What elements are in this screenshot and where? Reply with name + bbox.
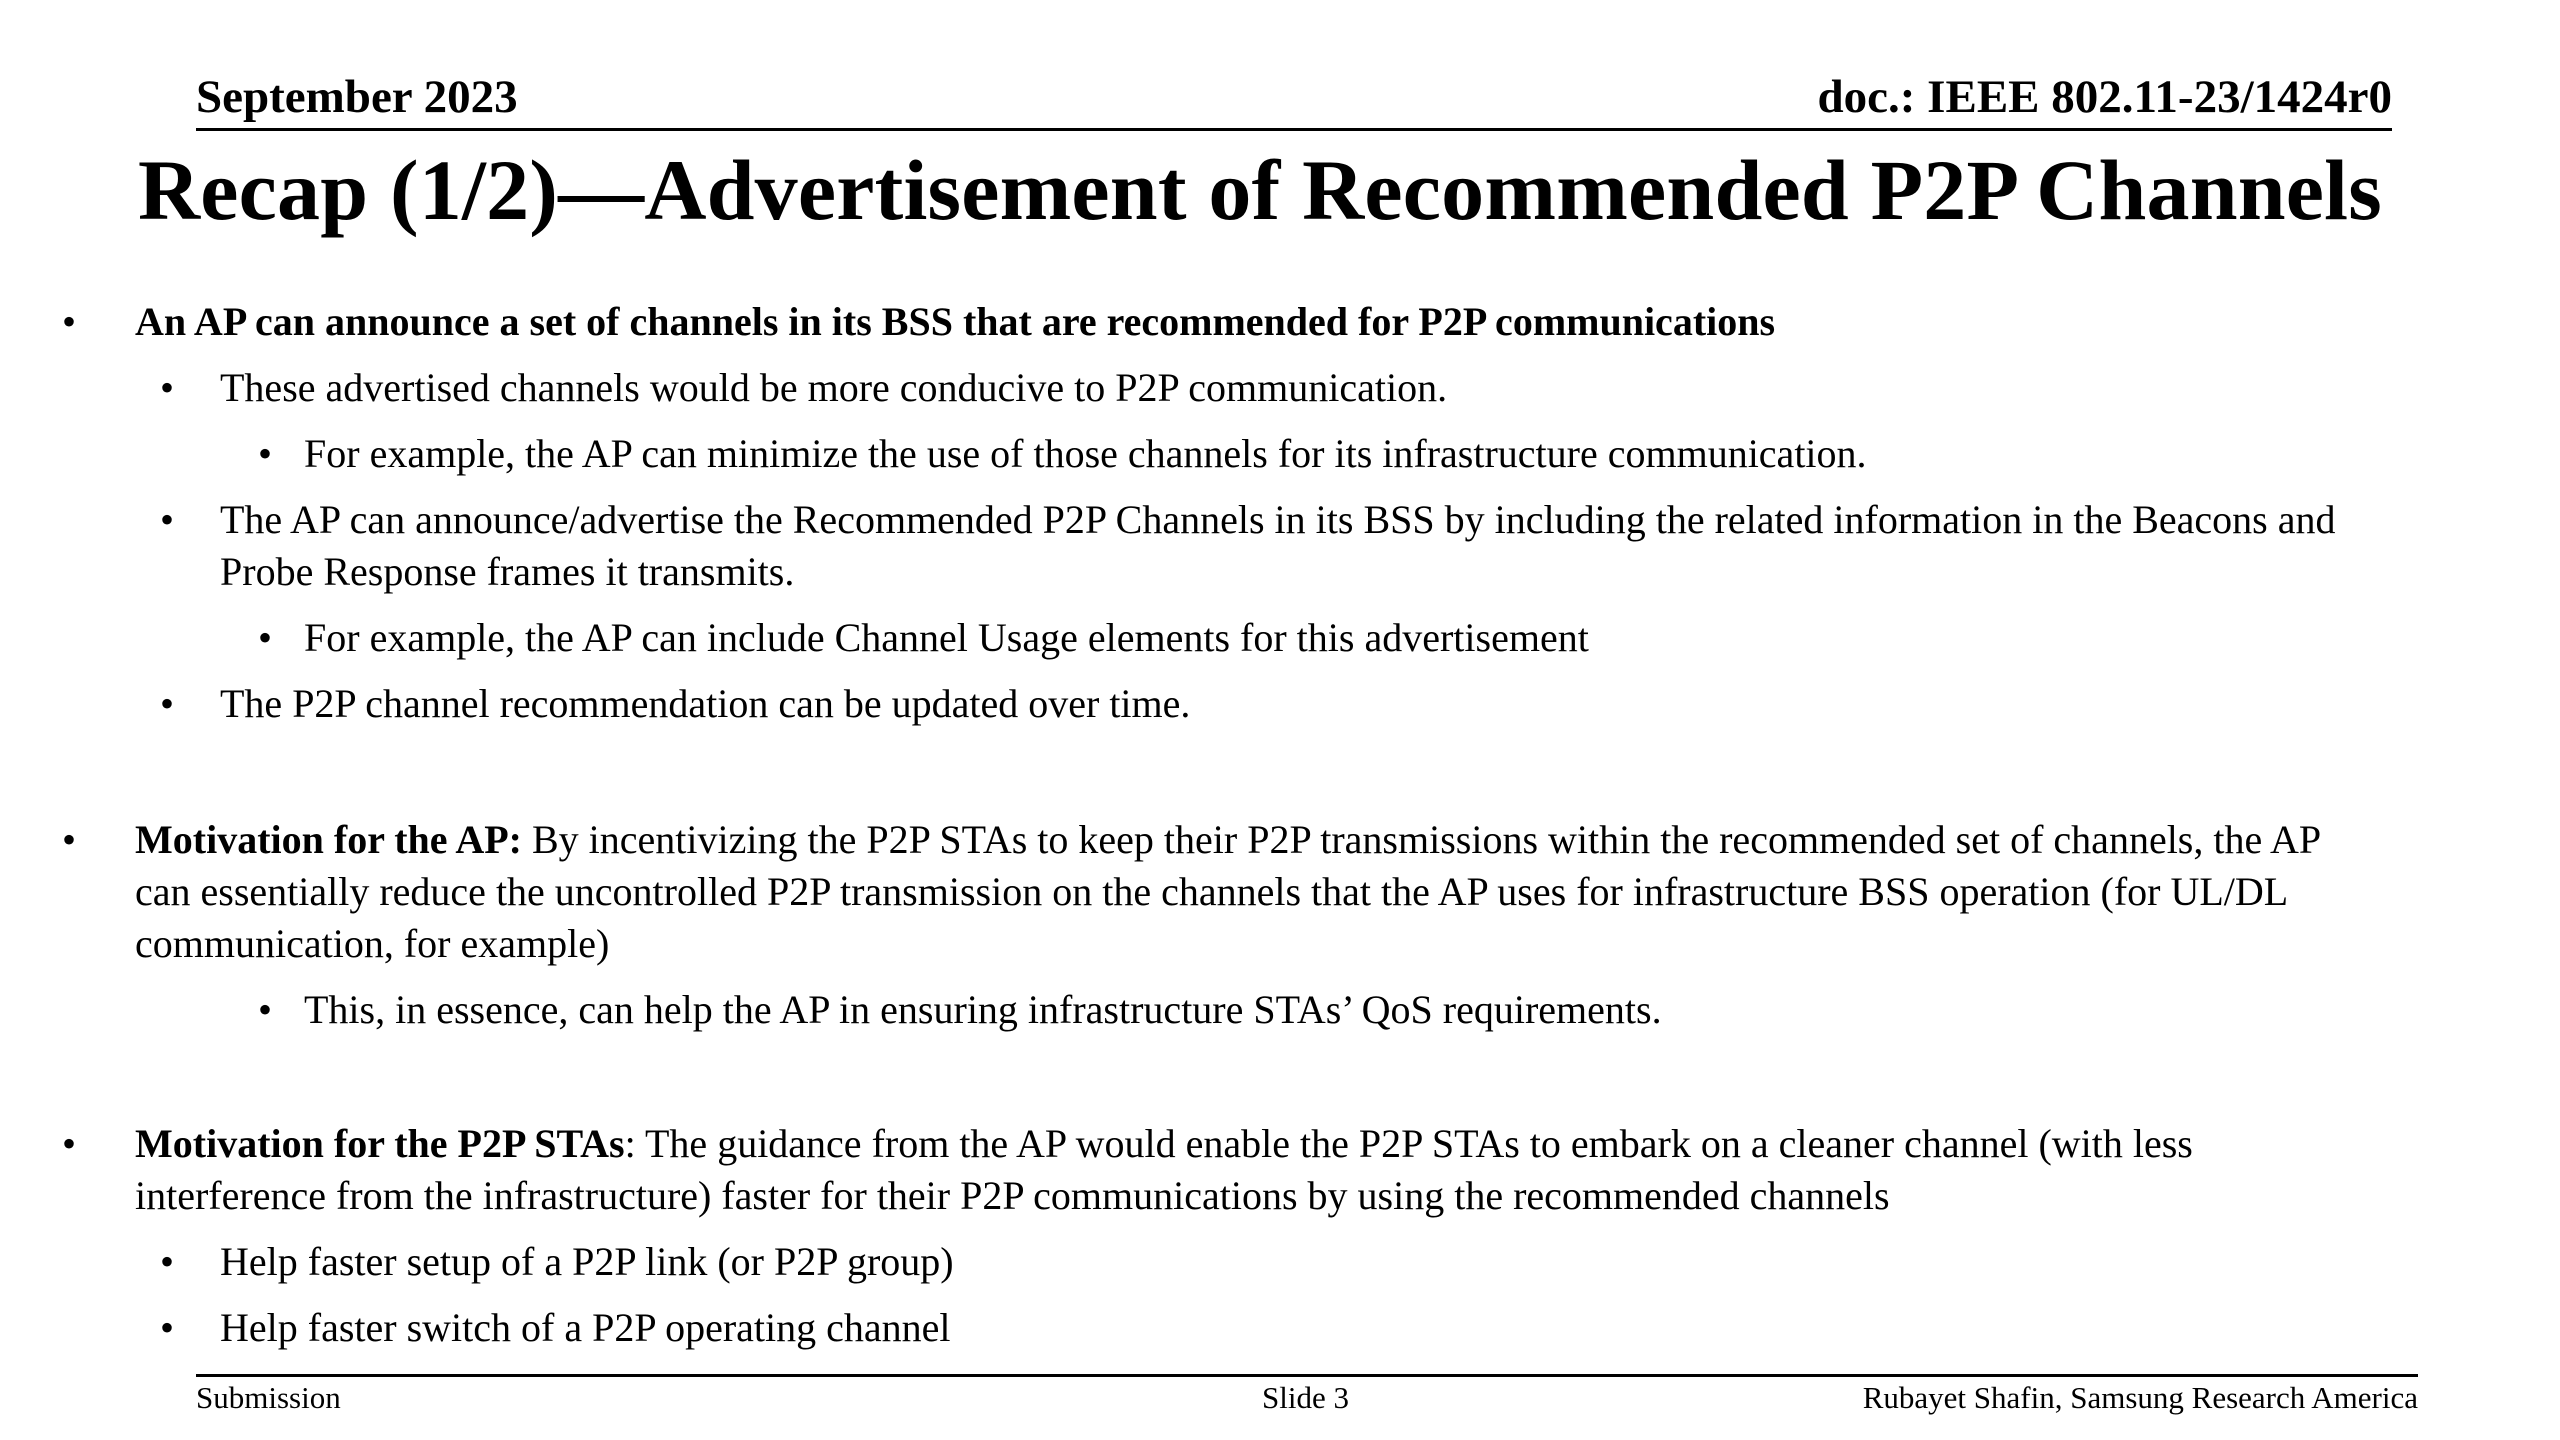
slide-title: Recap (1/2)—Advertisement of Recommended P2P Channels <box>138 142 2382 238</box>
bullet-2-text-1: By incentivizing the P2P STAs to keep their P2P transmissions within the recommended set of channels, the AP <box>521 817 2322 862</box>
footer-slide-number: Slide 3 <box>1262 1380 1349 1415</box>
footer-divider <box>196 1374 2418 1377</box>
bullet-1-sub-2-line-2: Probe Response frames it transmits. <box>220 549 795 594</box>
bullet-2-sub-1: This, in essence, can help the AP in ensuring infrastructure STAs’ QoS requirements. <box>304 987 1662 1032</box>
bullet-1-sub-3: The P2P channel recommendation can be updated over time. <box>220 681 1191 726</box>
bullet-1-heading: An AP can announce a set of channels in its BSS that are recommended for P2P communications <box>135 299 1776 344</box>
bullet-marker: • <box>62 299 77 344</box>
bullet-marker: • <box>258 615 273 660</box>
header-date: September 2023 <box>196 71 518 123</box>
bullet-2-heading: Motivation for the AP: <box>135 817 522 862</box>
bullet-3-sub-2: Help faster switch of a P2P operating channel <box>220 1305 951 1350</box>
bullet-marker: • <box>160 365 175 410</box>
bullet-marker: • <box>258 431 273 476</box>
bullet-1-sub-2a: For example, the AP can include Channel Usage elements for this advertisement <box>304 615 1589 660</box>
bullet-3-sub-1: Help faster setup of a P2P link (or P2P group) <box>220 1239 954 1284</box>
footer-author: Rubayet Shafin, Samsung Research America <box>1862 1380 2418 1415</box>
bullet-2-line-2: can essentially reduce the uncontrolled P2P transmission on the channels that the AP uses for infrastructure BSS operation (for UL/DL <box>135 869 2289 914</box>
bullet-2-line-1 <box>135 814 2321 866</box>
bullet-marker: • <box>258 987 273 1032</box>
bullet-2-line-3: communication, for example) <box>135 921 610 966</box>
bullet-marker: • <box>160 1305 175 1350</box>
bullet-1-sub-2-line-1: The AP can announce/advertise the Recommended P2P Channels in its BSS by including the related information in the Beacons and <box>220 497 2336 542</box>
bullet-1-sub-1: These advertised channels would be more conducive to P2P communication. <box>220 365 1448 410</box>
bullet-3-text-1: : The guidance from the AP would enable the P2P STAs to embark on a cleaner channel (with less <box>624 1121 2193 1166</box>
footer-submission: Submission <box>196 1380 341 1415</box>
bullet-3-heading: Motivation for the P2P STAs <box>135 1121 625 1166</box>
bullet-marker: • <box>160 497 175 542</box>
bullet-marker: • <box>160 1239 175 1284</box>
bullet-marker: • <box>62 817 77 862</box>
bullet-3-line-1 <box>135 1118 2193 1170</box>
bullet-3-line-2: interference from the infrastructure) faster for their P2P communications by using the recommended channels <box>135 1173 1890 1218</box>
bullet-marker: • <box>160 681 175 726</box>
header-doc-id: doc.: IEEE 802.11-23/1424r0 <box>1817 71 2392 123</box>
bullet-1-sub-1a: For example, the AP can minimize the use of those channels for its infrastructure communication. <box>304 431 1867 476</box>
bullet-marker: • <box>62 1121 77 1166</box>
